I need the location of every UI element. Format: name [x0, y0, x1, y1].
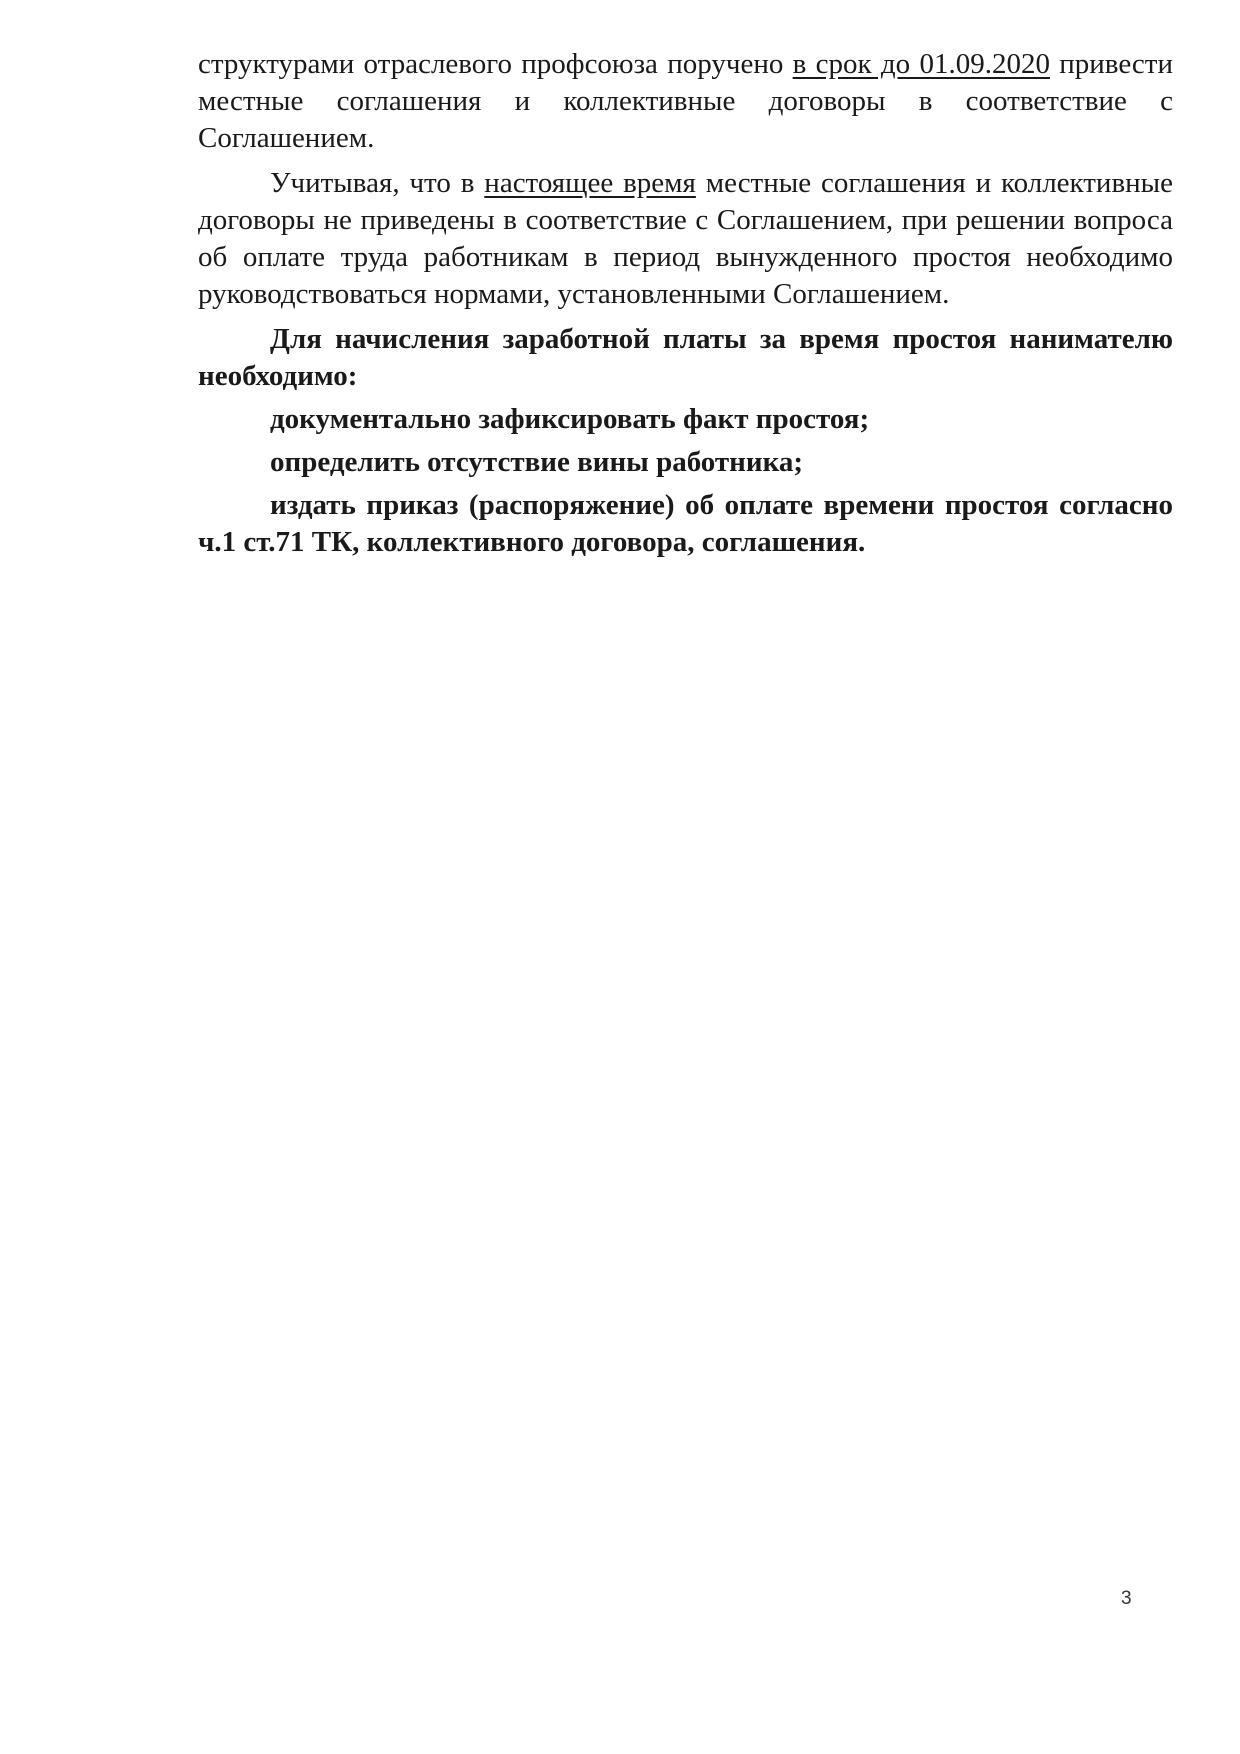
- paragraph-text: местные соглашения и коллективные договоры не приведены в соответствие с Соглашением, при решении вопроса об оплате труда работникам в период вынужденного простоя необходимо руководствоваться нормами, установленными Соглашением.: [198, 167, 1174, 310]
- paragraph-text: структурами отраслевого профсоюза поручено: [198, 48, 793, 80]
- page-number: 3: [1121, 1588, 1132, 1609]
- requirement-item: определить отсутствие вины работника;: [270, 446, 804, 478]
- paragraph-text: привести местные соглашения и коллективные договоры в соответствие с Соглашением.: [198, 48, 1173, 154]
- document-body: [198, 46, 1173, 561]
- requirement-item: издать приказ (распоряжение) об оплате времени простоя согласно ч.1 ст.71 ТК, коллективного договора, соглашения.: [198, 489, 1173, 558]
- underlined-deadline: в срок до 01.09.2020: [792, 48, 1050, 80]
- requirement-item: документально зафиксировать факт простоя;: [270, 403, 870, 435]
- paragraph-text: Учитывая, что в: [270, 167, 485, 199]
- paragraph-requirements-heading: Для начисления заработной платы за время простоя нанимателю необходимо:: [198, 323, 1173, 392]
- paragraph-continuation: [198, 46, 1173, 157]
- paragraph-current-state: [198, 165, 1173, 313]
- underlined-phrase: настоящее время: [484, 167, 696, 199]
